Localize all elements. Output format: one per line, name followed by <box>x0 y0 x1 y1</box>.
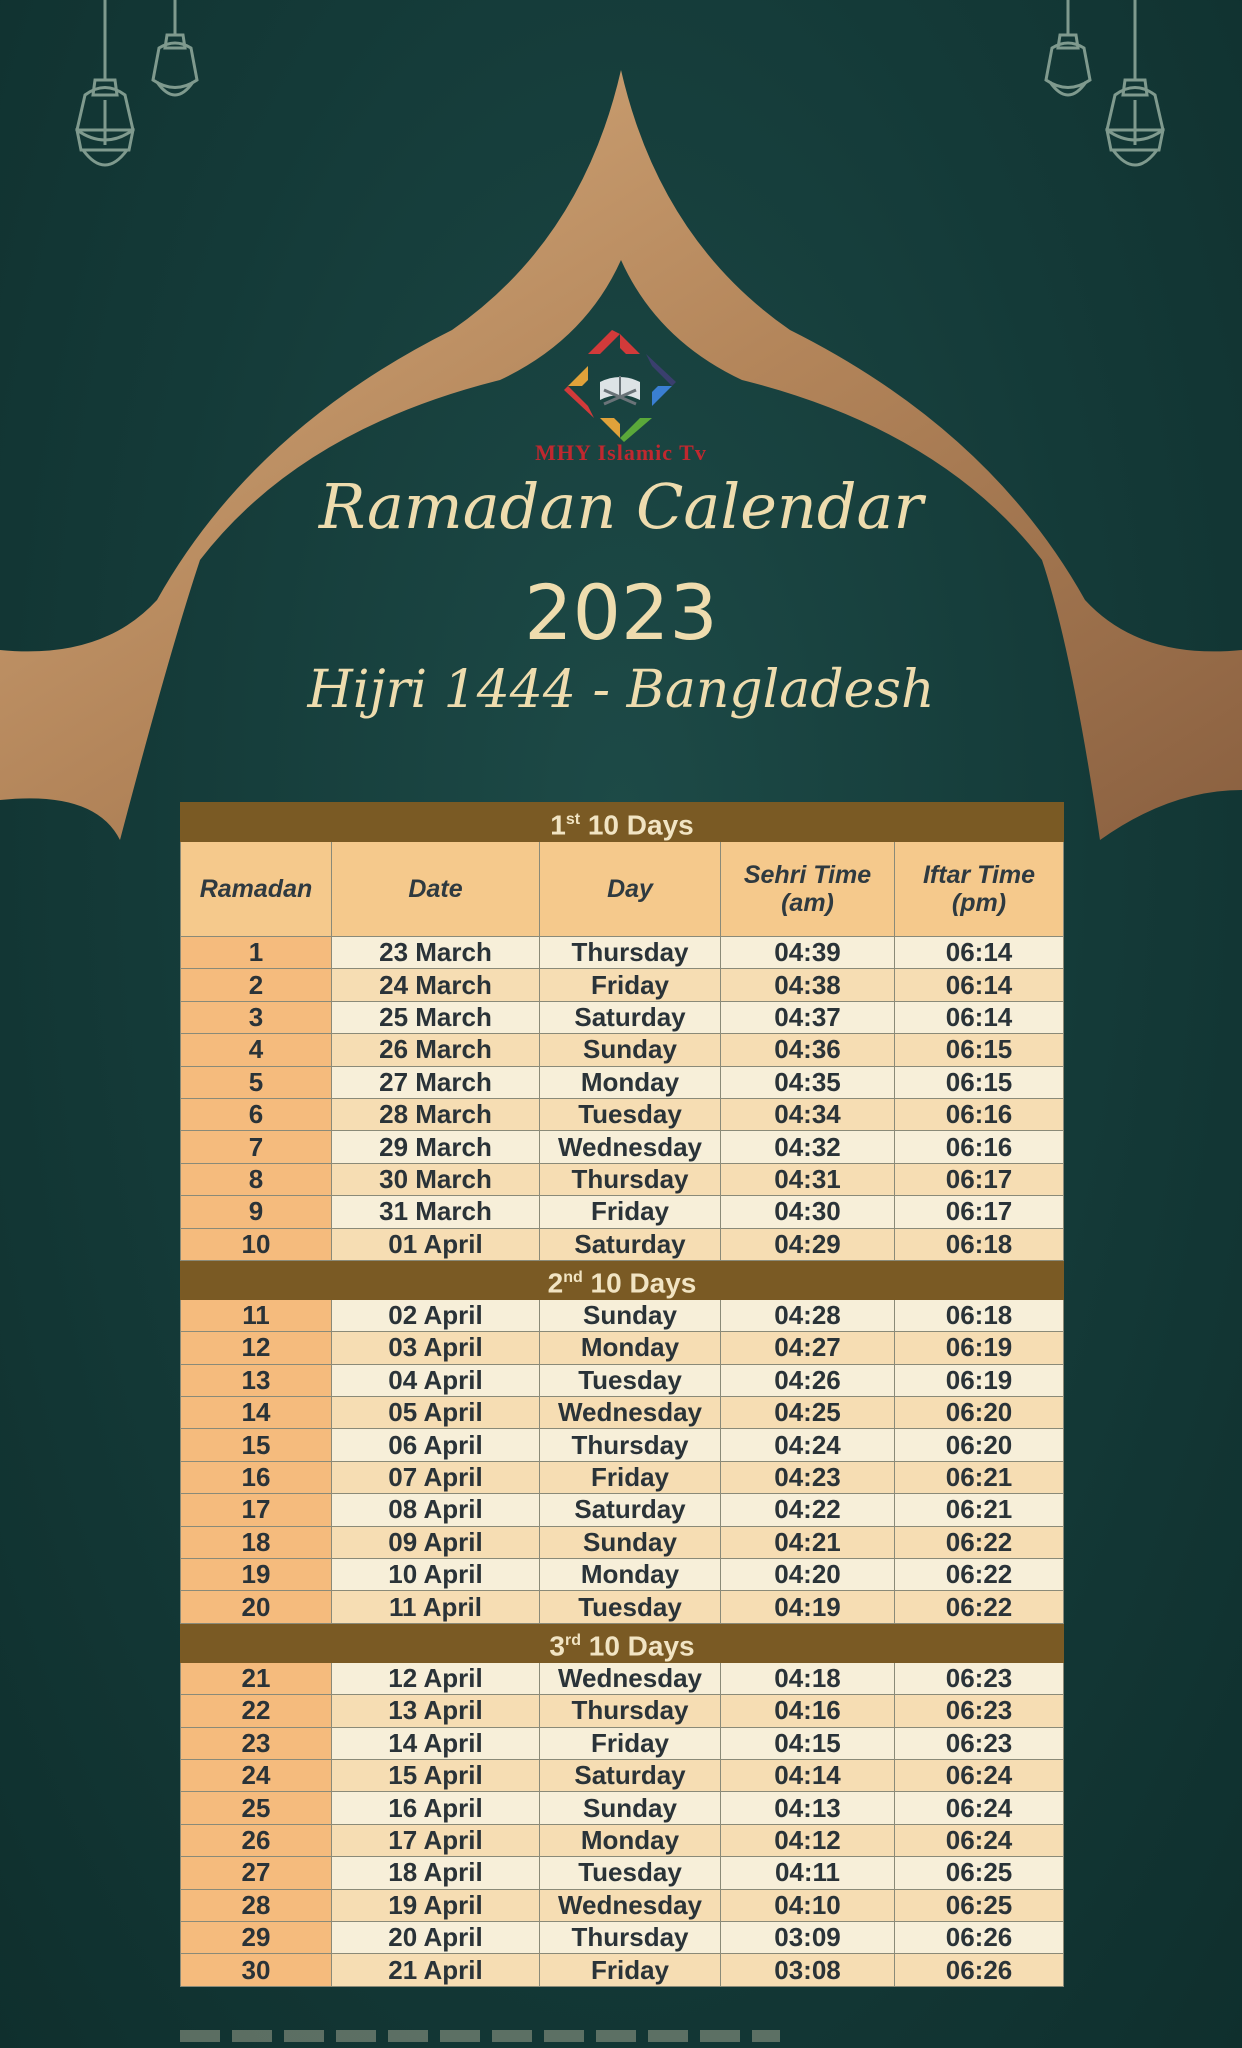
table-row <box>181 1954 1064 1986</box>
sehri-time-cell: 04:35 <box>721 1066 895 1098</box>
sehri-time-cell: 04:39 <box>721 937 895 969</box>
iftar-time-cell: 06:22 <box>895 1526 1064 1558</box>
col-iftar: Iftar Time (pm) <box>895 842 1064 937</box>
page-title: Ramadan Calendar <box>318 470 924 543</box>
weekday-cell: Tuesday <box>540 1857 721 1889</box>
table-row <box>181 937 1064 969</box>
date-cell: 30 March <box>332 1163 540 1195</box>
iftar-time-cell: 06:21 <box>895 1461 1064 1493</box>
ramadan-day-cell: 30 <box>181 1954 332 1986</box>
iftar-time-cell: 06:14 <box>895 937 1064 969</box>
date-cell: 13 April <box>332 1695 540 1727</box>
iftar-time-cell: 06:20 <box>895 1429 1064 1461</box>
date-cell: 23 March <box>332 937 540 969</box>
table-row <box>181 1889 1064 1921</box>
table-row <box>181 1332 1064 1364</box>
date-cell: 05 April <box>332 1397 540 1429</box>
date-cell: 04 April <box>332 1364 540 1396</box>
weekday-cell: Sunday <box>540 1526 721 1558</box>
col-ramadan: Ramadan <box>181 842 332 937</box>
sehri-time-cell: 04:22 <box>721 1494 895 1526</box>
ramadan-day-cell: 22 <box>181 1695 332 1727</box>
ramadan-day-cell: 4 <box>181 1034 332 1066</box>
table-row <box>181 1066 1064 1098</box>
table-row <box>181 1494 1064 1526</box>
ramadan-day-cell: 20 <box>181 1591 332 1623</box>
brand-name: MHY Islamic Tv <box>535 440 707 465</box>
iftar-time-cell: 06:19 <box>895 1364 1064 1396</box>
section-header-3: 3rd 10 Days <box>181 1623 1064 1662</box>
iftar-time-cell: 06:26 <box>895 1954 1064 1986</box>
sehri-time-cell: 04:24 <box>721 1429 895 1461</box>
weekday-cell: Monday <box>540 1066 721 1098</box>
iftar-time-cell: 06:24 <box>895 1792 1064 1824</box>
table-row <box>181 1429 1064 1461</box>
date-cell: 06 April <box>332 1429 540 1461</box>
weekday-cell: Sunday <box>540 1299 721 1331</box>
weekday-cell: Thursday <box>540 1429 721 1461</box>
weekday-cell: Sunday <box>540 1034 721 1066</box>
ramadan-day-cell: 6 <box>181 1098 332 1130</box>
iftar-time-cell: 06:24 <box>895 1824 1064 1856</box>
iftar-time-cell: 06:20 <box>895 1397 1064 1429</box>
ramadan-day-cell: 12 <box>181 1332 332 1364</box>
iftar-time-cell: 06:22 <box>895 1559 1064 1591</box>
table-row <box>181 1792 1064 1824</box>
sehri-time-cell: 04:36 <box>721 1034 895 1066</box>
table-row <box>181 1759 1064 1791</box>
date-cell: 16 April <box>332 1792 540 1824</box>
weekday-cell: Monday <box>540 1559 721 1591</box>
ramadan-day-cell: 19 <box>181 1559 332 1591</box>
iftar-time-cell: 06:21 <box>895 1494 1064 1526</box>
ramadan-day-cell: 11 <box>181 1299 332 1331</box>
subtitle: Hijri 1444 - Bangladesh <box>307 660 935 720</box>
date-cell: 20 April <box>332 1921 540 1953</box>
ramadan-day-cell: 9 <box>181 1196 332 1228</box>
weekday-cell: Saturday <box>540 1494 721 1526</box>
sehri-time-cell: 04:28 <box>721 1299 895 1331</box>
iftar-time-cell: 06:25 <box>895 1889 1064 1921</box>
ramadan-day-cell: 29 <box>181 1921 332 1953</box>
table-row <box>181 1364 1064 1396</box>
date-cell: 15 April <box>332 1759 540 1791</box>
weekday-cell: Friday <box>540 1196 721 1228</box>
ramadan-day-cell: 10 <box>181 1228 332 1260</box>
sehri-time-cell: 04:30 <box>721 1196 895 1228</box>
date-cell: 27 March <box>332 1066 540 1098</box>
sehri-time-cell: 04:37 <box>721 1001 895 1033</box>
weekday-cell: Wednesday <box>540 1662 721 1694</box>
ramadan-day-cell: 23 <box>181 1727 332 1759</box>
weekday-cell: Friday <box>540 1954 721 1986</box>
iftar-time-cell: 06:15 <box>895 1034 1064 1066</box>
weekday-cell: Monday <box>540 1332 721 1364</box>
date-cell: 31 March <box>332 1196 540 1228</box>
sehri-time-cell: 04:38 <box>721 969 895 1001</box>
sehri-time-cell: 04:18 <box>721 1662 895 1694</box>
weekday-cell: Tuesday <box>540 1591 721 1623</box>
iftar-time-cell: 06:18 <box>895 1299 1064 1331</box>
iftar-time-cell: 06:14 <box>895 1001 1064 1033</box>
sehri-time-cell: 03:09 <box>721 1921 895 1953</box>
weekday-cell: Saturday <box>540 1001 721 1033</box>
ramadan-day-cell: 27 <box>181 1857 332 1889</box>
date-cell: 10 April <box>332 1559 540 1591</box>
iftar-time-cell: 06:14 <box>895 969 1064 1001</box>
sehri-time-cell: 04:10 <box>721 1889 895 1921</box>
date-cell: 21 April <box>332 1954 540 1986</box>
weekday-cell: Thursday <box>540 1921 721 1953</box>
ramadan-day-cell: 18 <box>181 1526 332 1558</box>
sehri-time-cell: 04:14 <box>721 1759 895 1791</box>
ramadan-day-cell: 2 <box>181 969 332 1001</box>
table-row <box>181 1131 1064 1163</box>
table-row <box>181 1695 1064 1727</box>
table-row <box>181 1397 1064 1429</box>
date-cell: 19 April <box>332 1889 540 1921</box>
weekday-cell: Wednesday <box>540 1131 721 1163</box>
col-day: Day <box>540 842 721 937</box>
date-cell: 29 March <box>332 1131 540 1163</box>
table-row <box>181 969 1064 1001</box>
iftar-time-cell: 06:22 <box>895 1591 1064 1623</box>
weekday-cell: Saturday <box>540 1759 721 1791</box>
weekday-cell: Sunday <box>540 1792 721 1824</box>
weekday-cell: Saturday <box>540 1228 721 1260</box>
sehri-time-cell: 03:08 <box>721 1954 895 1986</box>
table-row <box>181 1559 1064 1591</box>
sehri-time-cell: 04:15 <box>721 1727 895 1759</box>
iftar-time-cell: 06:23 <box>895 1662 1064 1694</box>
iftar-time-cell: 06:24 <box>895 1759 1064 1791</box>
table-row <box>181 1228 1064 1260</box>
weekday-cell: Thursday <box>540 1163 721 1195</box>
sehri-time-cell: 04:13 <box>721 1792 895 1824</box>
col-date: Date <box>332 842 540 937</box>
ramadan-day-cell: 28 <box>181 1889 332 1921</box>
table-row <box>181 1001 1064 1033</box>
weekday-cell: Monday <box>540 1824 721 1856</box>
section-header-2: 2nd 10 Days <box>181 1260 1064 1299</box>
date-cell: 17 April <box>332 1824 540 1856</box>
weekday-cell: Friday <box>540 1461 721 1493</box>
ramadan-day-cell: 25 <box>181 1792 332 1824</box>
ramadan-day-cell: 8 <box>181 1163 332 1195</box>
weekday-cell: Friday <box>540 1727 721 1759</box>
date-cell: 28 March <box>332 1098 540 1130</box>
ramadan-day-cell: 26 <box>181 1824 332 1856</box>
sehri-time-cell: 04:27 <box>721 1332 895 1364</box>
date-cell: 02 April <box>332 1299 540 1331</box>
date-cell: 25 March <box>332 1001 540 1033</box>
table-row <box>181 1299 1064 1331</box>
table-row <box>181 1461 1064 1493</box>
table-row <box>181 1591 1064 1623</box>
table-row <box>181 1727 1064 1759</box>
table-row <box>181 1196 1064 1228</box>
weekday-cell: Thursday <box>540 1695 721 1727</box>
ramadan-day-cell: 13 <box>181 1364 332 1396</box>
date-cell: 08 April <box>332 1494 540 1526</box>
col-sehri: Sehri Time (am) <box>721 842 895 937</box>
ramadan-day-cell: 7 <box>181 1131 332 1163</box>
sehri-time-cell: 04:20 <box>721 1559 895 1591</box>
brand-logo-icon <box>564 330 676 442</box>
sehri-time-cell: 04:32 <box>721 1131 895 1163</box>
sehri-time-cell: 04:11 <box>721 1857 895 1889</box>
weekday-cell: Friday <box>540 969 721 1001</box>
iftar-time-cell: 06:26 <box>895 1921 1064 1953</box>
weekday-cell: Thursday <box>540 937 721 969</box>
date-cell: 03 April <box>332 1332 540 1364</box>
table-row <box>181 1526 1064 1558</box>
footer-note <box>180 2030 780 2042</box>
table-row <box>181 1921 1064 1953</box>
ramadan-day-cell: 1 <box>181 937 332 969</box>
sehri-time-cell: 04:19 <box>721 1591 895 1623</box>
table-row <box>181 1034 1064 1066</box>
iftar-time-cell: 06:16 <box>895 1098 1064 1130</box>
table-row <box>181 1662 1064 1694</box>
ramadan-day-cell: 21 <box>181 1662 332 1694</box>
ramadan-day-cell: 16 <box>181 1461 332 1493</box>
table-row <box>181 1824 1064 1856</box>
ramadan-day-cell: 14 <box>181 1397 332 1429</box>
date-cell: 11 April <box>332 1591 540 1623</box>
sehri-time-cell: 04:29 <box>721 1228 895 1260</box>
table-row <box>181 1857 1064 1889</box>
date-cell: 26 March <box>332 1034 540 1066</box>
weekday-cell: Tuesday <box>540 1098 721 1130</box>
sehri-time-cell: 04:21 <box>721 1526 895 1558</box>
sehri-time-cell: 04:31 <box>721 1163 895 1195</box>
sehri-time-cell: 04:34 <box>721 1098 895 1130</box>
weekday-cell: Tuesday <box>540 1364 721 1396</box>
table-header-row <box>181 842 1064 937</box>
sehri-time-cell: 04:26 <box>721 1364 895 1396</box>
date-cell: 09 April <box>332 1526 540 1558</box>
sehri-time-cell: 04:23 <box>721 1461 895 1493</box>
iftar-time-cell: 06:17 <box>895 1196 1064 1228</box>
ramadan-calendar-table <box>180 802 1063 1987</box>
iftar-time-cell: 06:16 <box>895 1131 1064 1163</box>
weekday-cell: Wednesday <box>540 1889 721 1921</box>
ramadan-day-cell: 3 <box>181 1001 332 1033</box>
iftar-time-cell: 06:18 <box>895 1228 1064 1260</box>
ramadan-day-cell: 24 <box>181 1759 332 1791</box>
iftar-time-cell: 06:25 <box>895 1857 1064 1889</box>
iftar-time-cell: 06:17 <box>895 1163 1064 1195</box>
section-header-1: 1st 10 Days <box>181 803 1064 842</box>
sehri-time-cell: 04:25 <box>721 1397 895 1429</box>
table-row <box>181 1163 1064 1195</box>
weekday-cell: Wednesday <box>540 1397 721 1429</box>
iftar-time-cell: 06:19 <box>895 1332 1064 1364</box>
date-cell: 12 April <box>332 1662 540 1694</box>
date-cell: 01 April <box>332 1228 540 1260</box>
iftar-time-cell: 06:23 <box>895 1695 1064 1727</box>
sehri-time-cell: 04:16 <box>721 1695 895 1727</box>
date-cell: 14 April <box>332 1727 540 1759</box>
sehri-time-cell: 04:12 <box>721 1824 895 1856</box>
ramadan-day-cell: 17 <box>181 1494 332 1526</box>
year-label: 2023 <box>524 568 718 657</box>
table-row <box>181 1098 1064 1130</box>
date-cell: 24 March <box>332 969 540 1001</box>
iftar-time-cell: 06:23 <box>895 1727 1064 1759</box>
iftar-time-cell: 06:15 <box>895 1066 1064 1098</box>
date-cell: 07 April <box>332 1461 540 1493</box>
date-cell: 18 April <box>332 1857 540 1889</box>
ramadan-day-cell: 5 <box>181 1066 332 1098</box>
ramadan-day-cell: 15 <box>181 1429 332 1461</box>
